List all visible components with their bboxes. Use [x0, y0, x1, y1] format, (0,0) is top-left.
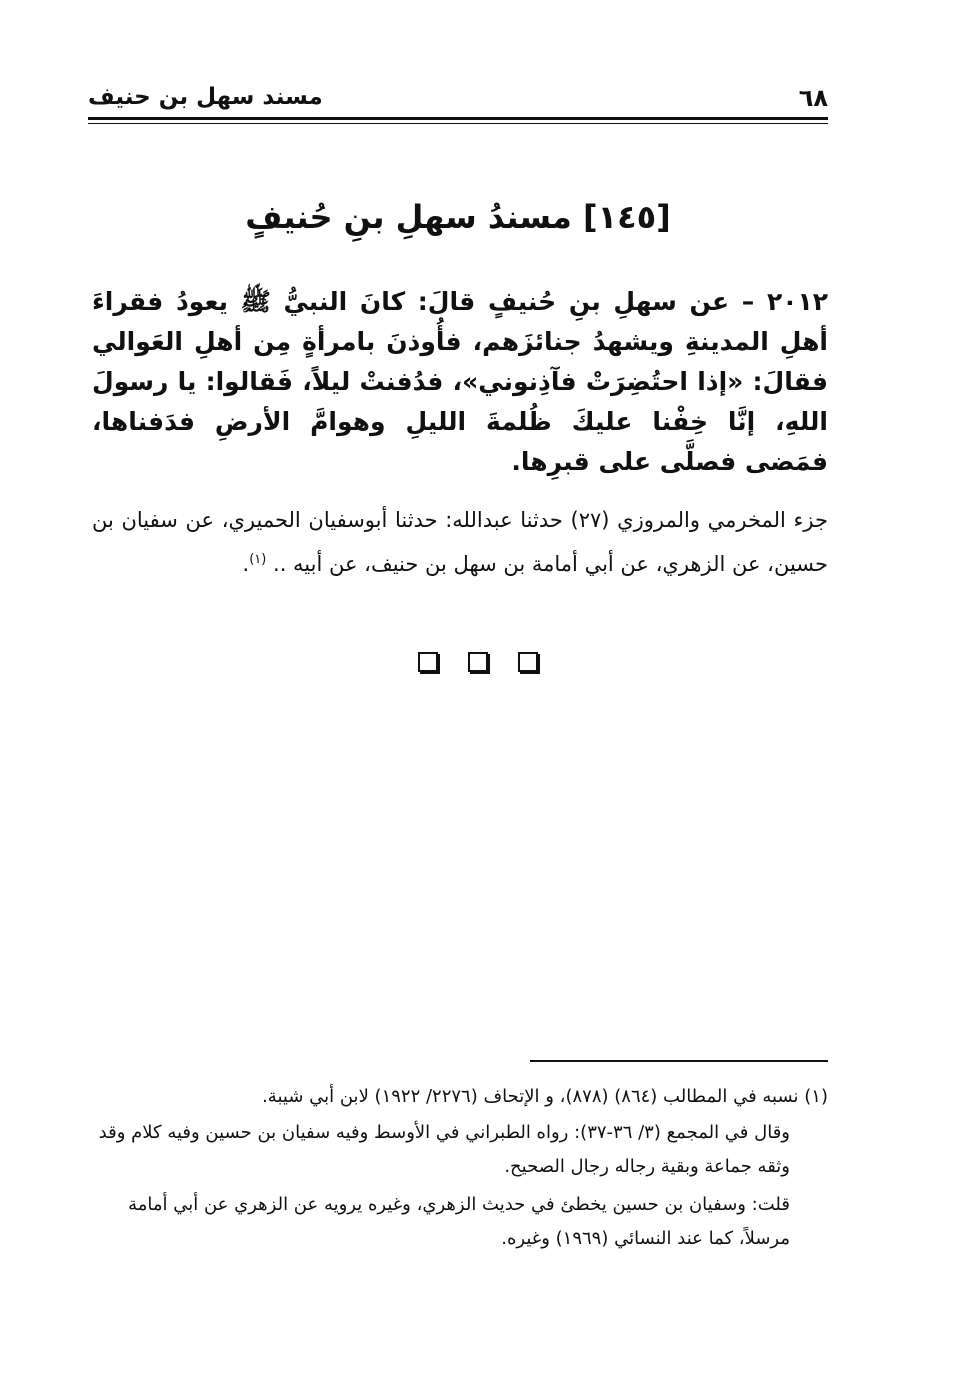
section-title: [١٤٥] مسندُ سهلِ بنِ حُنيفٍ — [245, 198, 671, 236]
source-text: جزء المخرمي والمروزي (٢٧) حدثنا عبدالله: حدثنا أبوسفيان الحميري، عن سفيان بن حسين، عن الزهري، عن أبي أمامة بن سهل بن حنيف، عن أبيه .. — [92, 508, 828, 576]
hadith-paragraph — [92, 282, 828, 482]
header-rule-thin — [88, 123, 828, 124]
square-icon — [518, 652, 538, 672]
footnotes — [92, 1080, 828, 1260]
square-icon — [418, 652, 438, 672]
footnote-rule — [530, 1060, 828, 1062]
source-end: . — [242, 552, 250, 576]
running-title: مسند سهل بن حنيف — [88, 84, 323, 110]
hadith-text: عن سهلِ بنِ حُنيفٍ قالَ: كانَ النبيُّ ﷺ يعودُ فقراءَ أهلِ المدينةِ ويشهدُ جنائزَهم، فأُوذنَ بامرأةٍ مِن أهلِ العَوالي فقالَ: «إذا احتُضِرَتْ فآذِنوني»، فدُفنتْ ليلاً، فَقالوا: يا رسولَ اللهِ، إنَّا خِفْنا عليكَ ظُلمةَ الليلِ وهوامَّ الأرضِ فدَفناها، فمَضى فصلَّى على قبرِها. — [92, 287, 828, 476]
section-separator — [0, 652, 956, 676]
running-header — [88, 82, 828, 118]
footnote-ref[interactable]: (١) — [249, 552, 267, 567]
square-icon — [468, 652, 488, 672]
footnote-1: (١) نسبه في المطالب (٨٦٤) (٨٧٨)، و الإتحاف (٢٢٧٦/ ١٩٢٢) لابن أبي شيبة. — [262, 1086, 828, 1107]
hadith-number: ٢٠١٢ – — [741, 287, 828, 316]
header-rule-thick — [88, 117, 828, 120]
page-number: ٦٨ — [798, 84, 828, 112]
footnote-1-continuation: وقال في المجمع (٣/ ٣٦-٣٧): رواه الطبراني في الأوسط وفيه سفيان بن حسين وفيه كلام وقد وثقه جماعة وبقية رجاله رجال الصحيح. — [98, 1122, 790, 1177]
footnote-1-note: قلت: وسفيان بن حسين يخطئ في حديث الزهري، وغيره يرويه عن الزهري عن أبي أمامة مرسلاً، كما عند النسائي (١٩٦٩) وغيره. — [128, 1194, 790, 1249]
source-paragraph — [92, 500, 828, 584]
